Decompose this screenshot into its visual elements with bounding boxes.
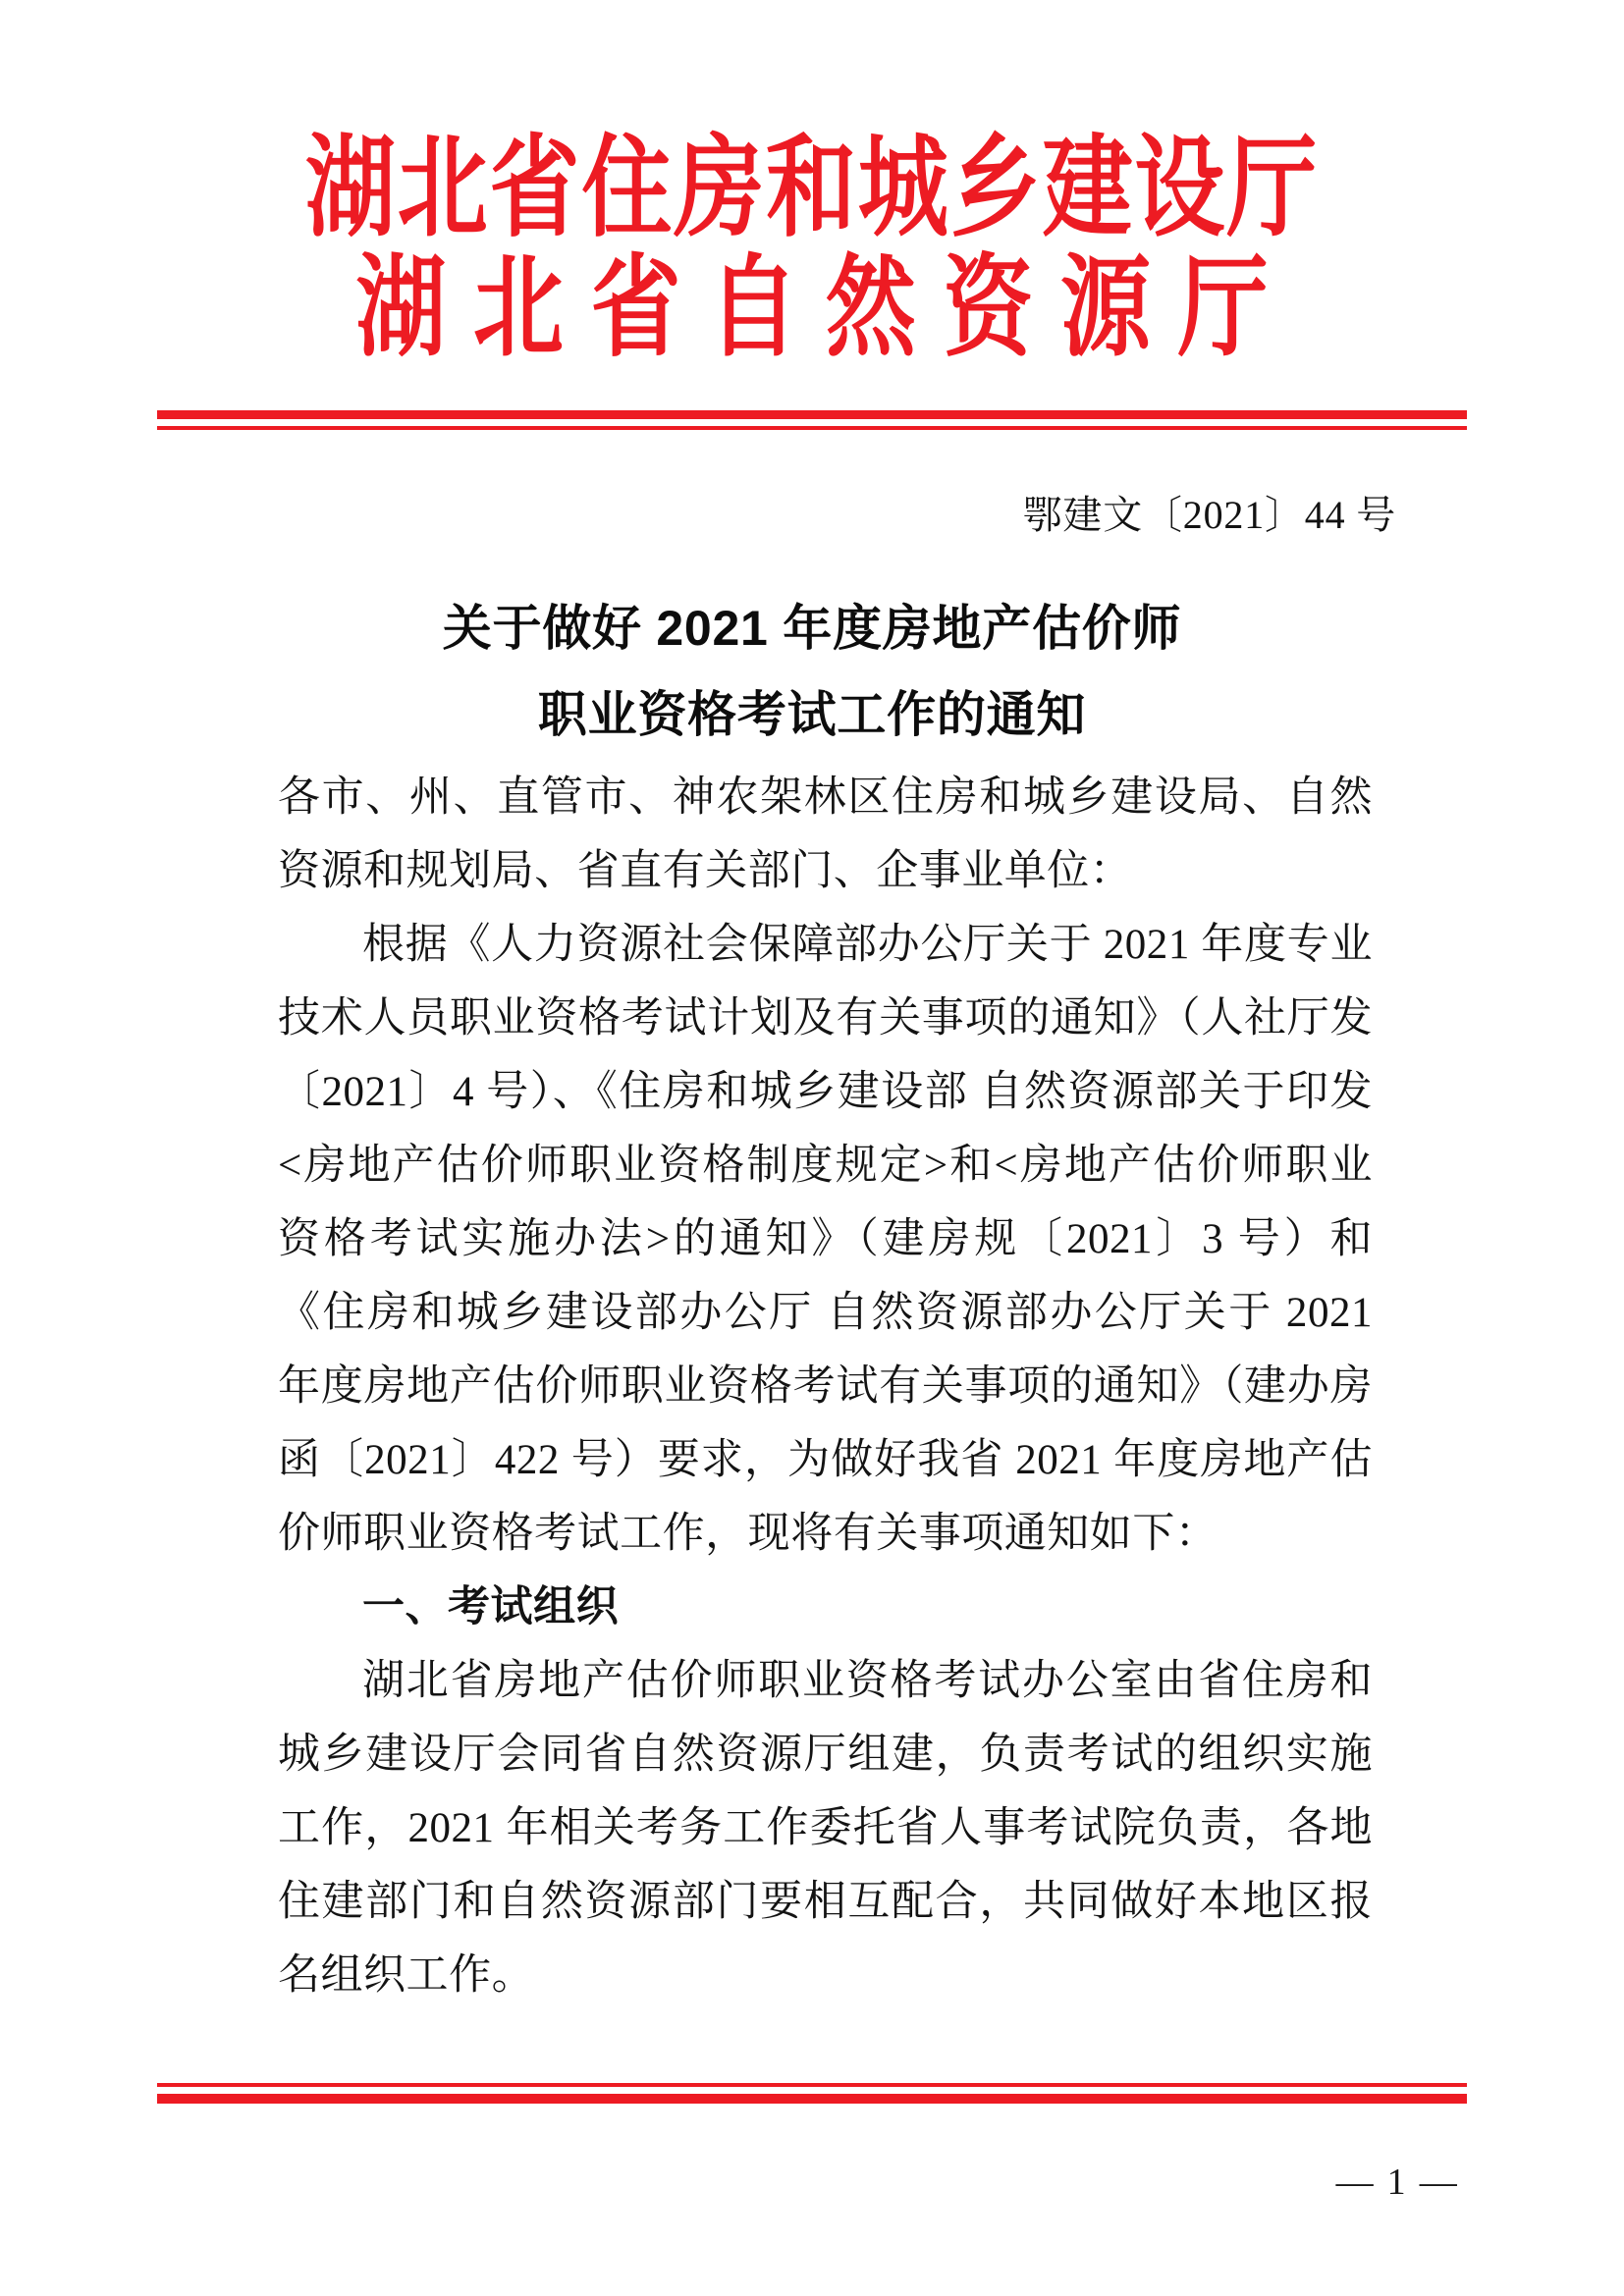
divider-gap (157, 419, 1467, 426)
footer-divider-thick-line (157, 2094, 1467, 2104)
divider-thin-line (157, 426, 1467, 430)
salutation-paragraph: 各市、州、直管市、神农架林区住房和城乡建设局、自然资源和规划局、省直有关部门、企事业单位： (278, 774, 1373, 894)
letterhead-line-2: 湖北省自然资源厅 (355, 247, 1296, 370)
footer-page-number: — 1 — (1335, 2162, 1459, 2203)
page-title-line-2: 职业资格考试工作的通知 (537, 687, 1087, 742)
page-title (226, 585, 1398, 758)
letterhead-divider-top (157, 410, 1467, 430)
document-body (278, 761, 1373, 2012)
divider-thick-line (157, 410, 1467, 419)
footer-divider (157, 2083, 1467, 2104)
section-heading-1: 一、考试组织 (362, 1583, 620, 1630)
footer-divider-gap (157, 2087, 1467, 2094)
document-number: 鄂建文〔2021〕44 号 (1022, 493, 1396, 537)
letterhead (0, 116, 1624, 370)
section-1-paragraph: 湖北省房地产估价师职业资格考试办公室由省住房和城乡建设厅会同省自然资源厅组建，负责考试的组织实施工作，2021 年相关考务工作委托省人事考试院负责，各地住建部门和自然资源部门要相互配合，共同做好本地区报名组织工作。 (278, 1658, 1373, 1999)
body-paragraph-1: 根据《人力资源社会保障部办公厅关于 2021 年度专业技术人员职业资格考试计划及有关事项的通知》（人社厅发〔2021〕4 号）、《住房和城乡建设部 自然资源部关于印发<房地产估价师职业资格制度规定>和<房地产估价师职业资格考试实施办法>的通知》（建房规〔2021〕3 号）和《住房和城乡建设部办公厅 自然资源部办公厅关于 2021 年度房地产估价师职业资格考试有关事项的通知》（建办房函〔2021〕422 号）要求，为做好我省 2021 年度房地产估价师职业资格考试工作，现将有关事项通知如下： (278, 922, 1373, 1557)
letterhead-line-1: 湖北省住房和城乡建设厅 (304, 128, 1320, 250)
page-title-line-1: 关于做好 2021 年度房地产估价师 (442, 601, 1182, 656)
